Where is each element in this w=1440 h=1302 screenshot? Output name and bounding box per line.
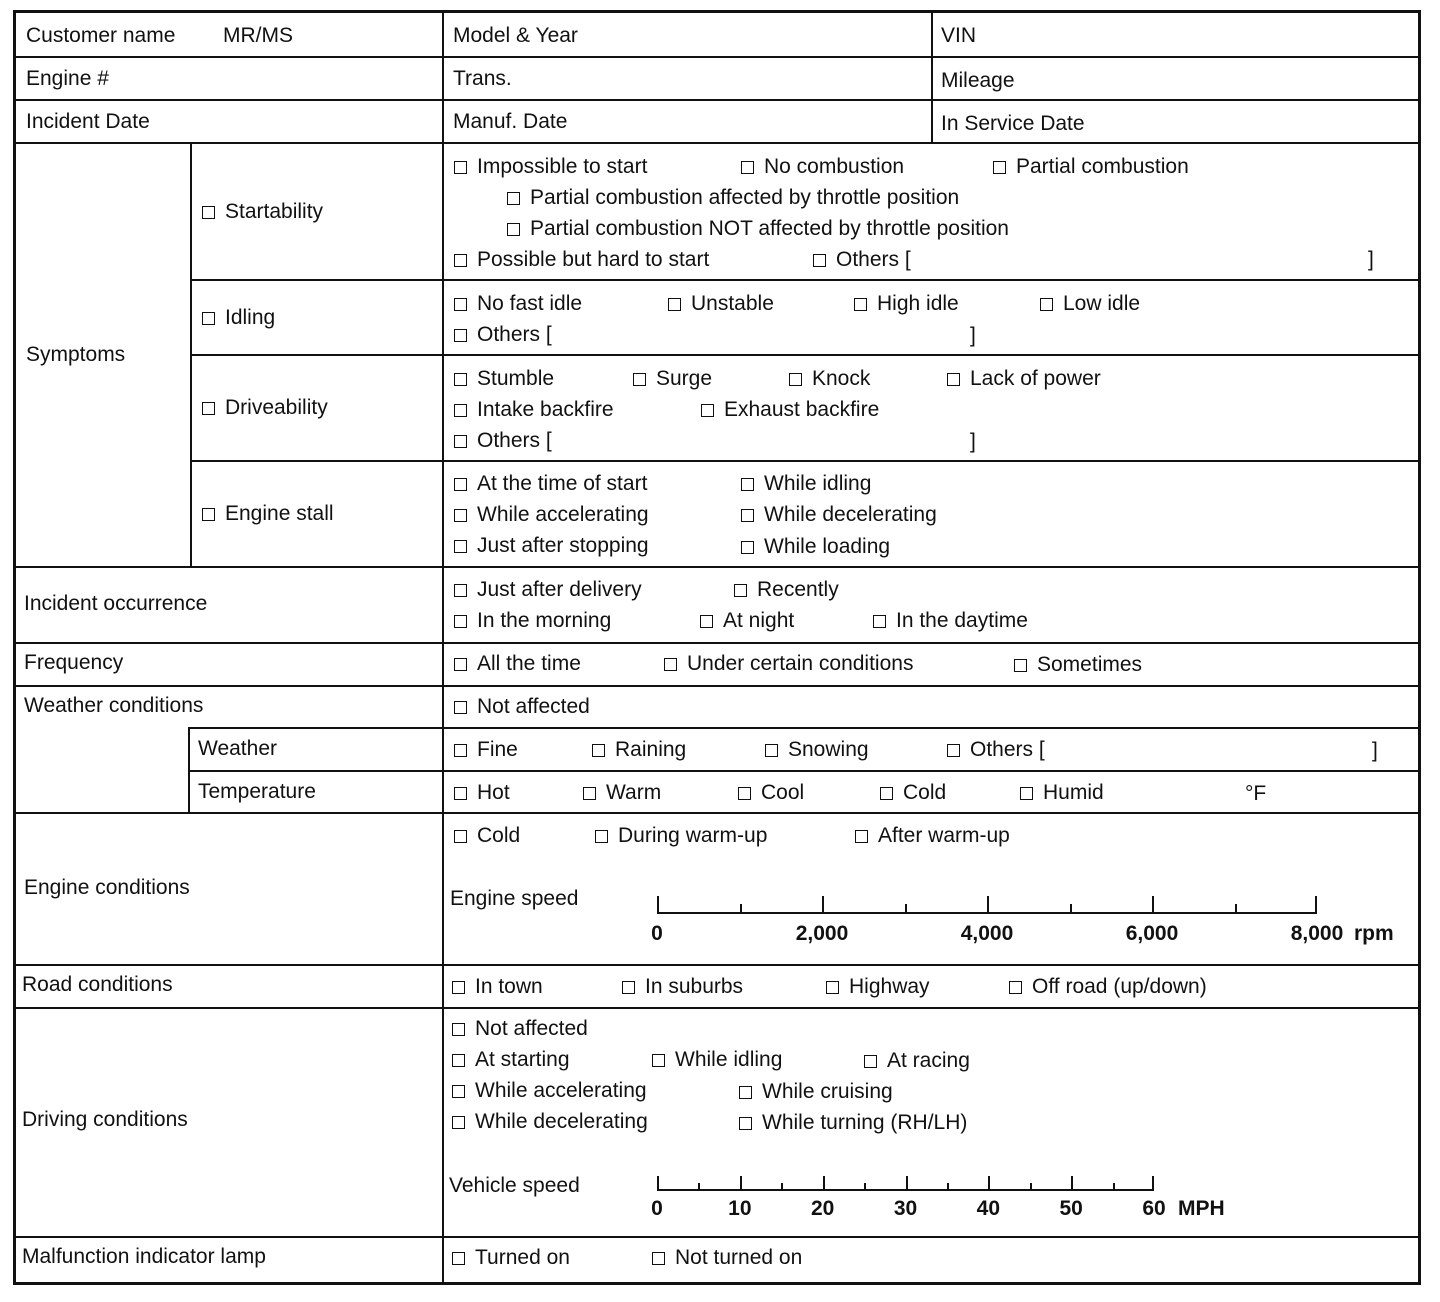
option-label: Others [ [836, 248, 911, 271]
checkbox-icon[interactable] [633, 373, 646, 386]
checkbox-icon[interactable] [202, 312, 215, 325]
idling-label: Idling [225, 306, 276, 329]
while-loading-option[interactable] [741, 535, 890, 559]
divider [442, 13, 444, 1285]
option-label: Recently [757, 578, 839, 601]
exhaust-backfire-option[interactable] [701, 398, 879, 422]
checkbox-icon[interactable] [668, 298, 681, 311]
scale-major-tick [906, 1176, 908, 1189]
stall-while-accelerating-option[interactable] [454, 503, 649, 527]
while-turning-option[interactable] [739, 1111, 967, 1135]
option-label: Impossible to start [477, 155, 648, 178]
scale-major-tick [657, 896, 659, 912]
in-the-daytime-option[interactable] [873, 609, 1028, 633]
trans-label: Trans. [453, 67, 512, 90]
weather-conditions-label: Weather conditions [24, 694, 204, 717]
divider [16, 566, 1418, 568]
scale-major-tick [823, 1176, 825, 1189]
option-label: In suburbs [645, 975, 744, 998]
divider [16, 1007, 1418, 1009]
option-label: Not turned on [675, 1246, 803, 1269]
bracket-close: ] [970, 430, 976, 453]
option-label: In town [475, 975, 543, 998]
engine-conditions-label: Engine conditions [24, 876, 190, 899]
checkbox-icon[interactable] [864, 1055, 877, 1068]
scale-minor-tick [947, 1183, 949, 1189]
weather-label: Weather [198, 737, 277, 760]
checkbox-icon[interactable] [202, 206, 215, 219]
scale-minor-tick [1030, 1183, 1032, 1189]
checkbox-icon[interactable] [947, 373, 960, 386]
checkbox-icon[interactable] [507, 223, 520, 236]
option-label: At starting [475, 1048, 570, 1071]
scale-minor-tick [698, 1183, 700, 1189]
option-label: No fast idle [477, 292, 583, 315]
checkbox-icon[interactable] [595, 830, 608, 843]
option-label: Snowing [788, 738, 869, 761]
option-label: Low idle [1063, 292, 1141, 315]
checkbox-icon[interactable] [583, 787, 596, 800]
checkbox-icon[interactable] [765, 744, 778, 757]
while-cruising-option[interactable] [739, 1080, 893, 1104]
divider [16, 642, 1418, 644]
engine-number-label: Engine # [26, 67, 109, 90]
option-label: Cold [477, 824, 521, 847]
checkbox-icon[interactable] [1014, 659, 1027, 672]
road-conditions-label: Road conditions [22, 973, 173, 996]
checkbox-icon[interactable] [454, 658, 467, 671]
sometimes-option[interactable] [1014, 653, 1142, 677]
option-label: Others [ [477, 323, 552, 346]
option-label: Cold [903, 781, 947, 804]
divider [190, 279, 1418, 281]
scale-tick-label: 30 [893, 1197, 918, 1220]
option-label: Humid [1043, 781, 1104, 804]
checkbox-icon[interactable] [739, 1086, 752, 1099]
scale-major-tick [822, 896, 824, 912]
vehicle-speed-scale [651, 1176, 1166, 1222]
fine-option[interactable] [454, 738, 518, 762]
scale-minor-tick [905, 904, 907, 912]
at-racing-option[interactable] [864, 1049, 970, 1073]
checkbox-icon[interactable] [454, 701, 467, 714]
scale-tick-label: 4,000 [960, 922, 1014, 945]
checkbox-icon[interactable] [202, 402, 215, 415]
scale-major-tick [987, 896, 989, 912]
option-label: Not affected [477, 695, 590, 718]
divider [16, 99, 1418, 101]
incident-occurrence-label: Incident occurrence [24, 592, 208, 615]
checkbox-icon[interactable] [854, 298, 867, 311]
partial-combustion-option[interactable] [993, 155, 1189, 179]
just-after-delivery-option[interactable] [454, 578, 642, 602]
high-idle-option[interactable] [854, 292, 959, 316]
checkbox-icon[interactable] [454, 744, 467, 757]
driveability-option[interactable] [202, 396, 328, 420]
model-year-label: Model & Year [453, 24, 578, 47]
divider [190, 354, 1418, 356]
option-label: In the morning [477, 609, 612, 632]
driving-not-affected-option[interactable] [452, 1017, 588, 1041]
driving-while-idling-option[interactable] [652, 1048, 782, 1072]
checkbox-icon[interactable] [622, 981, 635, 994]
degree-fahrenheit-unit: °F [1245, 782, 1267, 805]
under-certain-conditions-option[interactable] [664, 652, 913, 676]
in-suburbs-option[interactable] [622, 975, 743, 999]
scale-tick-label: 0 [651, 1197, 663, 1220]
driving-while-decelerating-option[interactable] [452, 1110, 648, 1134]
weather-not-affected-option[interactable] [454, 695, 590, 719]
not-turned-on-option[interactable] [652, 1246, 802, 1270]
checkbox-icon[interactable] [452, 1116, 465, 1129]
checkbox-icon[interactable] [741, 509, 754, 522]
option-label: Possible but hard to start [477, 248, 710, 271]
scale-minor-tick [1113, 1183, 1115, 1189]
option-label: Off road (up/down) [1032, 975, 1207, 998]
bracket-close: ] [1368, 248, 1374, 271]
option-label: Under certain conditions [687, 652, 914, 675]
checkbox-icon[interactable] [507, 192, 520, 205]
scale-tick-label: 8,000 [1290, 922, 1344, 945]
divider [188, 727, 1418, 729]
low-idle-option[interactable] [1040, 292, 1140, 316]
divider [16, 812, 1418, 814]
raining-option[interactable] [592, 738, 686, 762]
after-warmup-option[interactable] [855, 824, 1010, 848]
option-label: While decelerating [764, 503, 937, 526]
divider [16, 685, 1418, 687]
temperature-label: Temperature [198, 780, 316, 803]
checkbox-icon[interactable] [452, 1054, 465, 1067]
option-label: At the time of start [477, 472, 648, 495]
option-label: Warm [606, 781, 662, 804]
checkbox-icon[interactable] [993, 161, 1006, 174]
highway-option[interactable] [826, 975, 930, 999]
weather-others-option[interactable] [947, 738, 1045, 762]
scale-tick-label: 20 [810, 1197, 835, 1220]
startability-option[interactable] [202, 200, 323, 224]
no-fast-idle-option[interactable] [454, 292, 582, 316]
symptoms-label: Symptoms [26, 343, 126, 366]
checkbox-icon[interactable] [452, 981, 465, 994]
unstable-option[interactable] [668, 292, 774, 316]
checkbox-icon[interactable] [454, 404, 467, 417]
option-label: At racing [887, 1049, 970, 1072]
driving-conditions-label: Driving conditions [22, 1108, 188, 1131]
engine-cold-option[interactable] [454, 824, 520, 848]
divider [188, 727, 190, 812]
scale-major-tick [1152, 1176, 1154, 1189]
checkbox-icon[interactable] [813, 254, 826, 267]
divider [931, 13, 933, 142]
checkbox-icon[interactable] [652, 1252, 665, 1265]
checkbox-icon[interactable] [454, 329, 467, 342]
partial-combustion-affected-option[interactable] [507, 186, 959, 210]
knock-option[interactable] [789, 367, 870, 391]
bracket-close: ] [1372, 739, 1378, 762]
mph-unit: MPH [1178, 1197, 1225, 1220]
stall-while-idling-option[interactable] [741, 472, 871, 496]
option-label: Lack of power [970, 367, 1101, 390]
driveability-others-option[interactable] [454, 429, 552, 453]
at-starting-option[interactable] [452, 1048, 570, 1072]
option-label: While turning (RH/LH) [762, 1111, 968, 1134]
option-label: While accelerating [477, 503, 649, 526]
option-label: Fine [477, 738, 518, 761]
lack-of-power-option[interactable] [947, 367, 1101, 391]
possible-but-hard-option[interactable] [454, 248, 709, 272]
driveability-label: Driveability [225, 396, 328, 419]
checkbox-icon[interactable] [1009, 981, 1022, 994]
checkbox-icon[interactable] [947, 744, 960, 757]
checkbox-icon[interactable] [454, 373, 467, 386]
option-label: At night [723, 609, 795, 632]
engine-stall-label: Engine stall [225, 502, 334, 525]
option-label: Highway [849, 975, 930, 998]
option-label: Surge [656, 367, 713, 390]
checkbox-icon[interactable] [452, 1085, 465, 1098]
option-label: In the daytime [896, 609, 1028, 632]
divider [188, 770, 1418, 772]
engine-speed-scale [651, 896, 1344, 945]
option-label: While accelerating [475, 1079, 647, 1102]
vin-label: VIN [941, 24, 977, 47]
checkbox-icon[interactable] [454, 787, 467, 800]
divider [190, 142, 192, 566]
option-label: Turned on [475, 1246, 570, 1269]
at-night-option[interactable] [700, 609, 794, 633]
in-the-morning-option[interactable] [454, 609, 611, 633]
scale-minor-tick [1235, 904, 1237, 912]
scale-tick-label: 50 [1059, 1197, 1083, 1220]
checkbox-icon[interactable] [452, 1023, 465, 1036]
in-town-option[interactable] [452, 975, 543, 999]
rpm-unit: rpm [1354, 922, 1394, 945]
diagnostic-worksheet-form [13, 10, 1421, 1285]
checkbox-icon[interactable] [880, 787, 893, 800]
idling-others-option[interactable] [454, 323, 552, 347]
cold-option[interactable] [880, 781, 946, 805]
scale-minor-tick [1070, 904, 1072, 912]
scale-minor-tick [740, 904, 742, 912]
turned-on-option[interactable] [452, 1246, 570, 1270]
cool-option[interactable] [738, 781, 804, 805]
option-label: Stumble [477, 367, 555, 390]
hot-option[interactable] [454, 781, 510, 805]
scale-tick-label: 40 [976, 1197, 1001, 1220]
option-label: No combustion [764, 155, 905, 178]
option-label: While idling [764, 472, 872, 495]
checkbox-icon[interactable] [700, 615, 713, 628]
customer-name-label: Customer name [26, 24, 176, 47]
option-label: Intake backfire [477, 398, 614, 421]
checkbox-icon[interactable] [454, 615, 467, 628]
checkbox-icon[interactable] [454, 298, 467, 311]
all-the-time-option[interactable] [454, 652, 581, 676]
scale-major-tick [1315, 896, 1317, 912]
idling-option[interactable] [202, 306, 275, 330]
option-label: High idle [877, 292, 959, 315]
option-label: Knock [812, 367, 871, 390]
checkbox-icon[interactable] [1040, 298, 1053, 311]
checkbox-icon[interactable] [741, 541, 754, 554]
driving-while-accelerating-option[interactable] [452, 1079, 647, 1103]
checkbox-icon[interactable] [664, 658, 677, 671]
startability-label: Startability [225, 200, 324, 223]
option-label: Others [ [477, 429, 552, 452]
scale-tick-label: 2,000 [795, 922, 849, 945]
option-label: Unstable [691, 292, 774, 315]
scale-minor-tick [864, 1183, 866, 1189]
surge-option[interactable] [633, 367, 712, 391]
no-combustion-option[interactable] [741, 155, 904, 179]
option-label: Cool [761, 781, 805, 804]
option-label: Just after stopping [477, 534, 649, 557]
option-label: Exhaust backfire [724, 398, 880, 421]
checkbox-icon[interactable] [739, 1117, 752, 1130]
checkbox-icon[interactable] [454, 435, 467, 448]
divider [16, 964, 1418, 966]
checkbox-icon[interactable] [202, 508, 215, 521]
divider [190, 460, 1418, 462]
intake-backfire-option[interactable] [454, 398, 614, 422]
in-service-date-label: In Service Date [941, 112, 1085, 135]
scale-major-tick [740, 1176, 742, 1189]
option-label: Raining [615, 738, 687, 761]
checkbox-icon[interactable] [454, 161, 467, 174]
checkbox-icon[interactable] [454, 509, 467, 522]
checkbox-icon[interactable] [738, 787, 751, 800]
scale-major-tick [1152, 896, 1154, 912]
scale-major-tick [657, 1176, 659, 1189]
engine-speed-label: Engine speed [450, 887, 579, 910]
mileage-label: Mileage [941, 69, 1015, 92]
option-label: Hot [477, 781, 510, 804]
divider [16, 1236, 1418, 1238]
checkbox-icon[interactable] [1020, 787, 1033, 800]
checkbox-icon[interactable] [873, 615, 886, 628]
humid-option[interactable] [1020, 781, 1104, 805]
option-label: Partial combustion affected by throttle position [530, 186, 960, 209]
checkbox-icon[interactable] [454, 254, 467, 267]
manuf-date-label: Manuf. Date [453, 110, 568, 133]
checkbox-icon[interactable] [454, 540, 467, 553]
checkbox-icon[interactable] [592, 744, 605, 757]
checkbox-icon[interactable] [855, 830, 868, 843]
incident-date-label: Incident Date [26, 110, 150, 133]
checkbox-icon[interactable] [741, 478, 754, 491]
checkbox-icon[interactable] [789, 373, 802, 386]
option-label: All the time [477, 652, 581, 675]
option-label: Not affected [475, 1017, 588, 1040]
option-label: Partial combustion [1016, 155, 1189, 178]
stall-while-decelerating-option[interactable] [741, 503, 937, 527]
checkbox-icon[interactable] [454, 830, 467, 843]
scale-minor-tick [781, 1183, 783, 1189]
stumble-option[interactable] [454, 367, 554, 391]
checkbox-icon[interactable] [734, 584, 747, 597]
option-label: While loading [764, 535, 891, 558]
scale-tick-label: 60 [1142, 1197, 1166, 1220]
just-after-stopping-option[interactable] [454, 534, 649, 558]
option-label: Sometimes [1037, 653, 1143, 676]
checkbox-icon[interactable] [452, 1252, 465, 1265]
checkbox-icon[interactable] [652, 1054, 665, 1067]
scale-axis [657, 912, 1317, 914]
option-label: Others [ [970, 738, 1045, 761]
divider [16, 142, 1418, 144]
option-label: While cruising [762, 1080, 893, 1103]
during-warmup-option[interactable] [595, 824, 767, 848]
snowing-option[interactable] [765, 738, 869, 762]
impossible-to-start-option[interactable] [454, 155, 647, 179]
checkbox-icon[interactable] [741, 161, 754, 174]
startability-others-option[interactable] [813, 248, 911, 272]
option-label: While decelerating [475, 1110, 648, 1133]
checkbox-icon[interactable] [701, 404, 714, 417]
checkbox-icon[interactable] [826, 981, 839, 994]
at-time-of-start-option[interactable] [454, 472, 647, 496]
mr-ms-label: MR/MS [223, 24, 293, 47]
checkbox-icon[interactable] [454, 584, 467, 597]
bracket-close: ] [970, 324, 976, 347]
off-road-option[interactable] [1009, 975, 1207, 999]
scale-major-tick [1071, 1176, 1073, 1189]
scale-major-tick [988, 1176, 990, 1189]
option-label: While idling [675, 1048, 783, 1071]
warm-option[interactable] [583, 781, 661, 805]
scale-axis [657, 1189, 1154, 1191]
recently-option[interactable] [734, 578, 839, 602]
scale-tick-label: 6,000 [1125, 922, 1179, 945]
checkbox-icon[interactable] [454, 478, 467, 491]
option-label: Partial combustion NOT affected by throttle position [530, 217, 1009, 240]
option-label: After warm-up [878, 824, 1010, 847]
scale-tick-label: 0 [651, 922, 663, 945]
option-label: During warm-up [618, 824, 768, 847]
engine-stall-option[interactable] [202, 502, 334, 526]
scale-tick-label: 10 [728, 1197, 752, 1220]
vehicle-speed-label: Vehicle speed [449, 1174, 580, 1197]
divider [16, 56, 1418, 58]
partial-combustion-not-affected-option[interactable] [507, 217, 1009, 241]
malfunction-indicator-lamp-label: Malfunction indicator lamp [22, 1245, 266, 1268]
frequency-label: Frequency [24, 651, 124, 674]
option-label: Just after delivery [477, 578, 642, 601]
